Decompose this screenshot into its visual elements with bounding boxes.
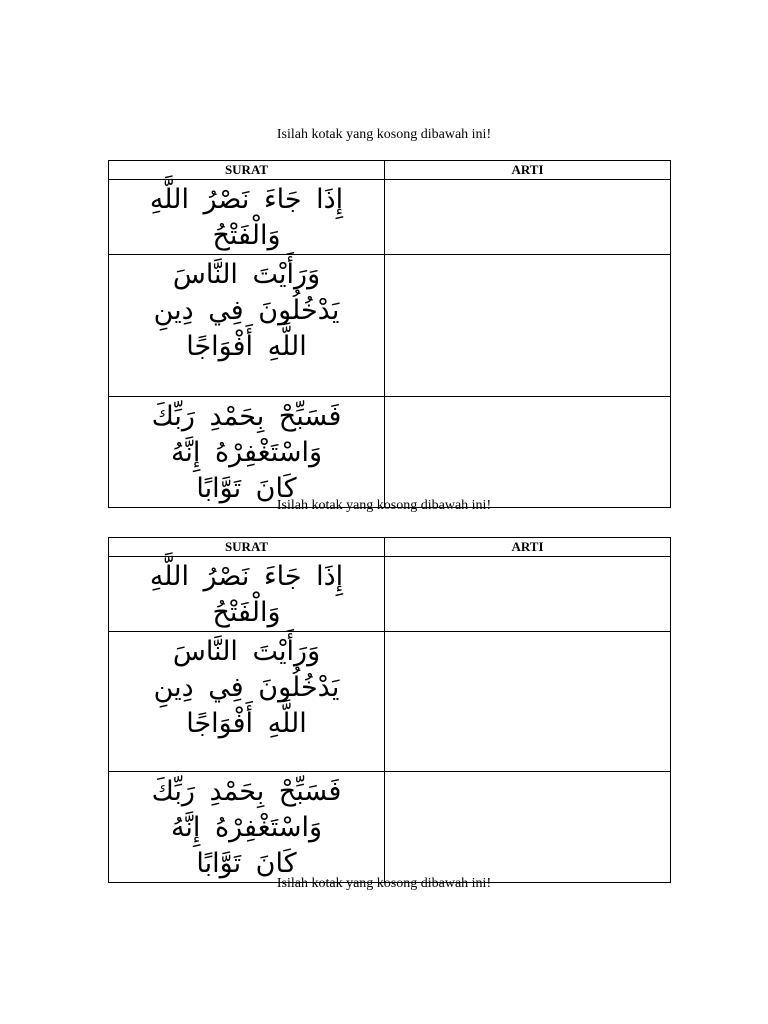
verse-line: اللَّهِ أَفْوَاجًا <box>186 331 307 362</box>
verse-line: فَسَبِّحْ بِحَمْدِ رَبِّكَ <box>151 776 342 807</box>
arti-answer-box-3[interactable] <box>385 772 671 883</box>
surat-cell-2 <box>109 632 385 772</box>
verse-line: وَالْفَتْحُ <box>212 597 281 628</box>
verse-line: يَدْخُلُونَ فِي دِينِ <box>153 672 340 703</box>
verse-line: فَسَبِّحْ بِحَمْدِ رَبِّكَ <box>151 401 342 432</box>
arti-answer-box-2[interactable] <box>385 632 671 772</box>
surat-cell-1 <box>109 180 385 255</box>
surat-cell-1 <box>109 557 385 632</box>
arti-answer-box-1[interactable] <box>385 557 671 632</box>
verse-line: وَرَأَيْتَ النَّاسَ <box>172 259 321 290</box>
arti-answer-box-2[interactable] <box>385 255 671 397</box>
arti-answer-box-1[interactable] <box>385 180 671 255</box>
verse-line: وَالْفَتْحُ <box>212 220 281 251</box>
surat-header: SURAT <box>109 161 385 180</box>
instruction-text-3: Isilah kotak yang kosong dibawah ini! <box>276 876 492 891</box>
surat-header: SURAT <box>109 538 385 557</box>
verse-line: يَدْخُلُونَ فِي دِينِ <box>153 295 340 326</box>
arti-header: ARTI <box>385 161 671 180</box>
verse-line: كَانَ تَوَّابًا <box>196 848 297 879</box>
surat-cell-3 <box>109 397 385 508</box>
verse-line: وَرَأَيْتَ النَّاسَ <box>172 636 321 667</box>
worksheet-table-2 <box>108 537 671 883</box>
surat-cell-2 <box>109 255 385 397</box>
verse-line: وَاسْتَغْفِرْهُ إِنَّهُ <box>170 812 323 843</box>
arti-header: ARTI <box>385 538 671 557</box>
surat-cell-3 <box>109 772 385 883</box>
verse-line: إِذَا جَاءَ نَصْرُ اللَّهِ <box>149 561 344 592</box>
worksheet-table-1 <box>108 160 671 508</box>
arti-answer-box-3[interactable] <box>385 397 671 508</box>
instruction-text-1: Isilah kotak yang kosong dibawah ini! <box>276 127 492 142</box>
verse-line: اللَّهِ أَفْوَاجًا <box>186 708 307 739</box>
verse-line: وَاسْتَغْفِرْهُ إِنَّهُ <box>170 437 323 468</box>
instruction-text-2: Isilah kotak yang kosong dibawah ini! <box>276 498 492 513</box>
verse-line: إِذَا جَاءَ نَصْرُ اللَّهِ <box>149 184 344 215</box>
verse-line: كَانَ تَوَّابًا <box>196 473 297 504</box>
